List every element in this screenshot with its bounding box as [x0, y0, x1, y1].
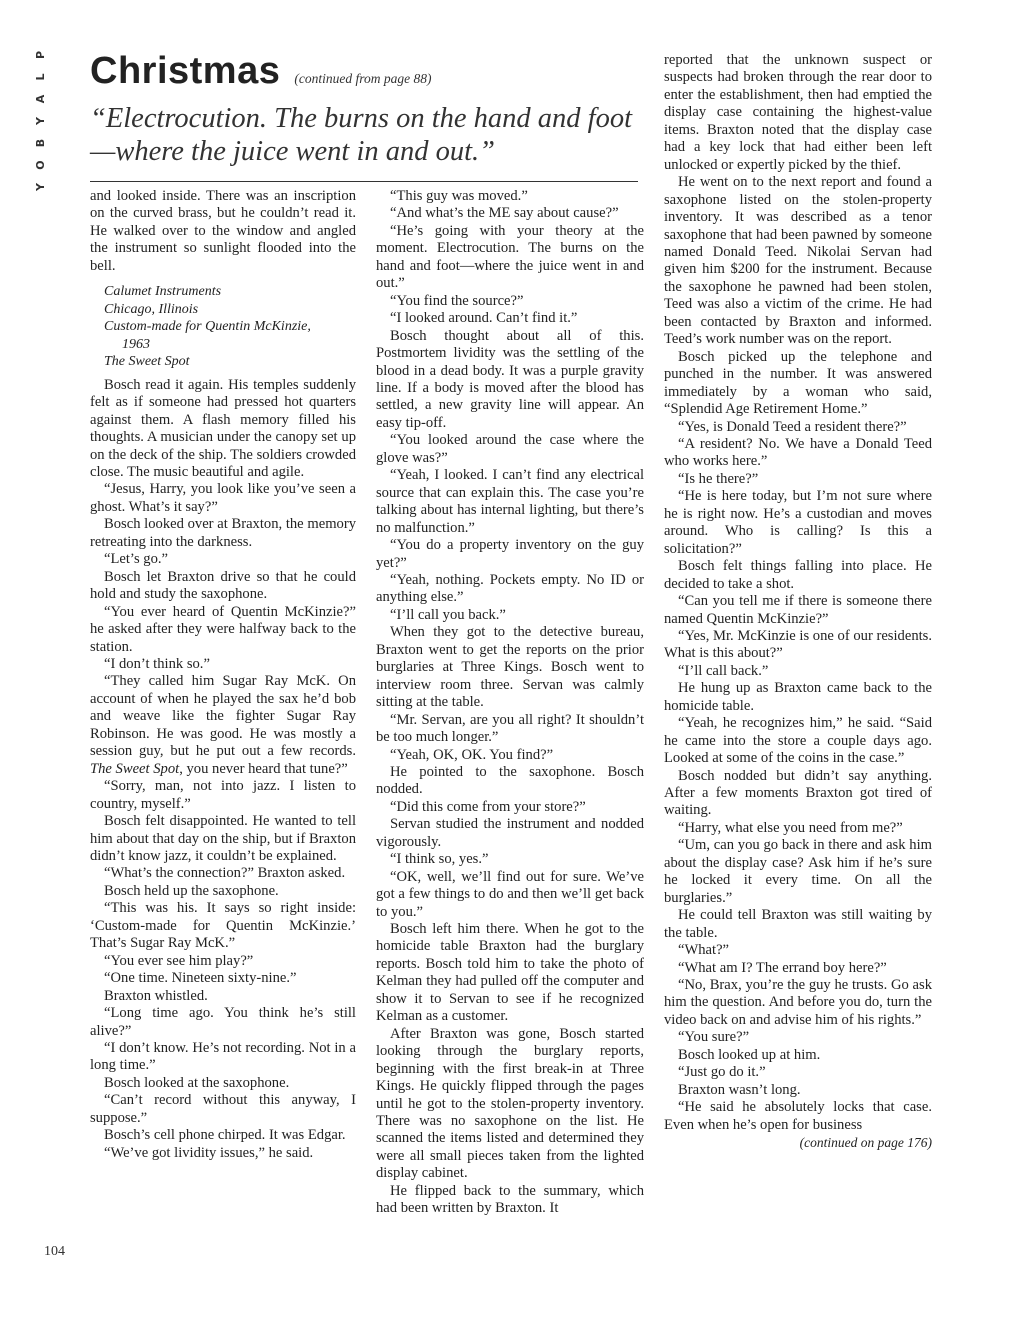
paragraph: “Just go do it.” [678, 1064, 766, 1081]
paragraph: Bosch looked over at Braxton, the memory retreating into the darkness. [90, 516, 356, 550]
magazine-name-letter: P [34, 50, 47, 60]
paragraph: “He’s going with your theory at the moment. Electrocution. The burns on the hand and foot—where the juice went in and out.” [376, 222, 644, 292]
paragraph: “I don’t think so.” [104, 656, 210, 673]
magazine-name-letter: A [34, 94, 47, 104]
paragraph: He pointed to the saxophone. Bosch nodded. [376, 763, 644, 798]
inscription-line: Custom-made for Quentin McKinzie, [104, 319, 311, 335]
paragraph-text: “They called him Sugar Ray McK. On account of when he played the sax he’d bob and weave like the fighter Sugar Ray Robinson. He was good. He was mostly a session guy, but he put out a few records. [90, 673, 356, 760]
paragraph: Bosch read it again. His temples suddenly felt as if someone had pressed hot quarters against them. A flash memory filled his thoughts. A musician under the canopy set up on the deck of the ship. The soldiers crowded close. The music beautiful and agile. [90, 376, 356, 481]
paragraph: “Um, can you go back in there and ask him about the display case? Ask him if he’s sure he locked it every time. On all the burglaries.” [664, 837, 932, 906]
paragraph: “What am I? The errand boy here?” [678, 959, 887, 976]
inscription-line: Chicago, Illinois [104, 301, 199, 317]
paragraph: Bosch felt things falling into place. He decided to take a shot. [664, 558, 932, 592]
paragraph: “Jesus, Harry, you look like you’ve seen a ghost. What’s it say?” [90, 481, 356, 515]
paragraph: “He is here today, but I’m not sure where he is right now. He’s a custodian and moves around. Who is calling? Is this a solicitation?” [664, 488, 932, 557]
paragraph: Braxton wasn’t long. [678, 1081, 801, 1098]
paragraph: reported that the unknown suspect or suspects had broken through the rear door to enter the establishment, then had emptied the display case containing the highest-value items. Braxton noted that the display case had a key lock that had either been left unlocked or expertly picked by the thief. [664, 52, 932, 173]
magazine-name-letter: Y [34, 117, 47, 125]
paragraph: Bosch held up the saxophone. [104, 882, 279, 899]
paragraph: “Can’t record without this anyway, I suppose.” [90, 1092, 356, 1126]
paragraph: “Did this come from your store?” [390, 798, 586, 815]
paragraph: He could tell Braxton was still waiting by the table. [664, 907, 932, 941]
paragraph: He went on to the next report and found a saxophone listed on the stolen-property inventory. It was described as a tenor saxophone that had been pawned by someone named Donald Teed. Nikolai Servan had given him $200 for the instrument. Because the saxophone he pawned had been stolen, Teed was also a victim of the crime. He had been contacted by Braxton and informed. Teed’s work number was on the report. [664, 174, 932, 348]
paragraph: “I think so, yes.” [390, 851, 489, 868]
magazine-name-vertical [34, 44, 48, 198]
paragraph: Bosch’s cell phone chirped. It was Edgar. [104, 1127, 346, 1144]
paragraph: “This guy was moved.” [390, 188, 528, 204]
inscription-line: Calumet Instruments [104, 284, 222, 300]
paragraph: “You ever see him play?” [104, 952, 254, 969]
paragraph: “I’ll call back.” [678, 662, 769, 679]
paragraph: “This was his. It says so right inside: ‘Custom-made for Quentin McKinzie.’ That’s Sugar Ray McK.” [90, 900, 356, 952]
paragraph: “Yeah, I looked. I can’t find any electrical source that can explain this. The case you’re talking about has internal lighting, but there’s no malfunction.” [376, 467, 644, 536]
magazine-name-letter: Y [34, 183, 47, 191]
paragraph: Bosch let Braxton drive so that he could hold and study the saxophone. [90, 568, 356, 603]
paragraph: When they got to the detective bureau, Braxton went to get the reports on the prior burglaries at Three Kings. Bosch went to interview room three. Servan was calmly sitting at the table. [376, 624, 644, 711]
paragraph: “Let’s go.” [104, 551, 169, 568]
paragraph: “Harry, what else you need from me?” [678, 819, 903, 836]
paragraph: “I’ll call you back.” [390, 606, 506, 623]
continued-from-note: (continued from page 88) [294, 71, 432, 86]
paragraph: Bosch looked up at him. [678, 1046, 821, 1063]
magazine-name-letter: O [34, 160, 47, 170]
paragraph: Bosch left him there. When he got to the homicide table Braxton had the burglary reports. Bosch told him to take the photo of Kelman they had pulled off the computer and show it to Servan to see if he recognized Kelman as a customer. [376, 921, 644, 1025]
paragraph: “I don’t know. He’s not recording. Not in a long time.” [90, 1039, 356, 1074]
paragraph: “I looked around. Can’t find it.” [390, 310, 578, 327]
paragraph: “You do a property inventory on the guy yet?” [376, 537, 644, 571]
paragraph: “Sorry, man, not into jazz. I listen to country, myself.” [90, 778, 356, 812]
paragraph [90, 673, 356, 778]
paragraph: “OK, well, we’ll find out for sure. We’ve got a few things to do and then we’ll get back to you.” [376, 868, 644, 920]
paragraph: “He said he absolutely locks that case. Even when he’s open for business [664, 1099, 932, 1133]
paragraph: “One time. Nineteen sixty-nine.” [104, 970, 297, 987]
paragraph: After Braxton was gone, Bosch started looking through the burglary reports, beginning with the first break-in at Three Kings. He quickly flipped through the pages until he got to the stolen-property inventory. There was no saxophone on the list. He scanned the items listed and determined they were all small pieces taken from the lighted display cabinet. [376, 1025, 644, 1182]
paragraph: “Yes, Mr. McKinzie is one of our residents. What is this about?” [664, 627, 932, 662]
paragraph: “No, Brax, you’re the guy he trusts. Go ask him the question. And before you do, turn the video back on and advise him of his rights.” [664, 977, 932, 1028]
article-header [90, 46, 640, 96]
paragraph: Bosch felt disappointed. He wanted to tell him about that day on the ship, but if Braxton didn’t know jazz, it couldn’t be explained. [90, 813, 356, 864]
page-number: 104 [44, 1244, 65, 1259]
paragraph: “Yeah, OK, OK. You find?” [390, 746, 554, 763]
paragraph: Braxton whistled. [104, 987, 208, 1004]
paragraph: “Yes, is Donald Teed a resident there?” [678, 418, 907, 435]
paragraph: He flipped back to the summary, which had been written by Braxton. It [376, 1182, 644, 1217]
text-column-2 [376, 188, 644, 1218]
pull-quote: “Electrocution. The burns on the hand and foot—where the juice went in and out.” [90, 103, 633, 167]
text-column-3 [664, 52, 932, 1152]
paragraph: and looked inside. There was an inscription on the curved brass, but he couldn’t read it. He walked over to the window and angled the instrument so sunlight flooded into the bell. [90, 188, 356, 274]
inscription-line: The Sweet Spot [104, 354, 190, 370]
paragraph: “Mr. Servan, are you all right? It shouldn’t be too much longer.” [376, 711, 644, 746]
paragraph: Bosch picked up the telephone and punched in the number. It was answered immediately by a woman who said, “Splendid Age Retirement Home.” [664, 348, 932, 418]
paragraph: “You looked around the case where the glove was?” [376, 432, 644, 466]
paragraph: Bosch nodded but didn’t say anything. After a few moments Braxton got tired of waiting. [664, 767, 932, 819]
inscription-block [104, 283, 356, 371]
paragraph: “What’s the connection?” Braxton asked. [104, 865, 346, 882]
paragraph: “You sure?” [678, 1029, 750, 1046]
paragraph: “Can you tell me if there is someone there named Quentin McKinzie?” [664, 593, 932, 627]
paragraph: “You ever heard of Quentin McKinzie?” he asked after they were halfway back to the station. [90, 603, 356, 655]
paragraph-text: , you never heard that tune?” [179, 760, 348, 777]
paragraph: “Is he there?” [678, 470, 759, 487]
paragraph: “Yeah, he recognizes him,” he said. “Said he came into the store a couple days ago. Looked at some of the coins in the case.” [664, 715, 932, 767]
article-title: Christmas [90, 50, 281, 92]
paragraph: “What?” [678, 942, 730, 959]
paragraph: “A resident? No. We have a Donald Teed who works here.” [664, 435, 932, 470]
record-title: The Sweet Spot [90, 760, 180, 777]
inscription-line: 1963 [122, 336, 150, 352]
magazine-name-letter: L [34, 73, 47, 81]
paragraph: “Yeah, nothing. Pockets empty. No ID or anything else.” [376, 571, 644, 606]
paragraph: Bosch looked at the saxophone. [104, 1074, 290, 1091]
paragraph: “And what’s the ME say about cause?” [390, 205, 619, 222]
paragraph: “You find the source?” [390, 292, 524, 309]
magazine-name-letter: B [34, 138, 47, 148]
continued-on-note: (continued on page 176) [799, 1135, 932, 1151]
paragraph: Servan studied the instrument and nodded vigorously. [376, 816, 644, 850]
header-divider [90, 181, 638, 182]
paragraph: “We’ve got lividity issues,” he said. [104, 1144, 314, 1161]
paragraph: “Long time ago. You think he’s still alive?” [90, 1005, 356, 1039]
paragraph: Bosch thought about all of this. Postmortem lividity was the settling of the blood in a dead body. It was a purple gravity line. If a body is moved after the blood has settled, a new gravity line will appear. An easy tip-off. [376, 327, 644, 431]
paragraph: He hung up as Braxton came back to the homicide table. [664, 680, 932, 714]
text-column-1 [90, 188, 356, 1162]
